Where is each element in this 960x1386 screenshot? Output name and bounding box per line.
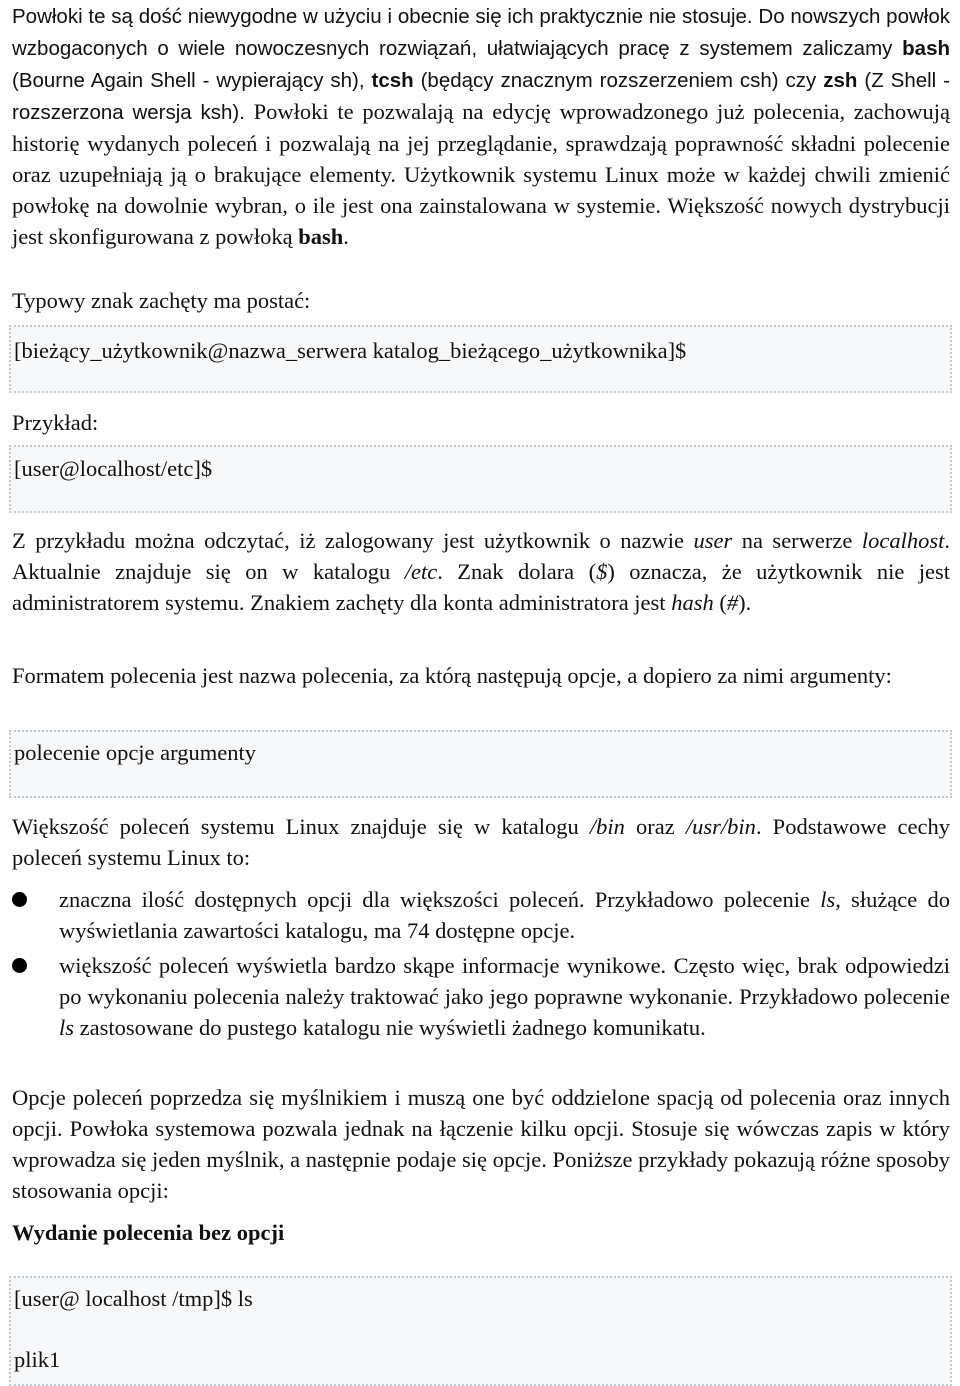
prompt-intro: Typowy znak zachęty ma postać: [12, 288, 311, 313]
code-ls-output: plik1 [14, 1347, 61, 1372]
command-format-paragraph: Formatem polecenia jest nazwa polecenia, za którą następują opcje, a dopiero za nimi argumenty: [12, 663, 892, 688]
example-label: Przykład: [12, 410, 99, 435]
shell-list-text: Powłoki te są dość niewygodne w użyciu i obecnie się ich praktycznie nie stosuje. Do nowszych powłok wzbogaconych o wiele nowoczesnych rozwiązań, ułatwiających pracę z systemem zaliczamy bash (Bourne Again Shell - wypierający sh), tcsh (będący znacznym rozszerzeniem csh) czy zsh (Z Shell - rozszerzona wersja ksh). [12, 5, 950, 124]
bullet-item: większość poleceń wyświetla bardzo skąpe informacje wynikowe. Często więc, brak odpowiedzi po wykonaniu polecenia należy traktować jako jego poprawne wykonanie. Przykładowo polecenie ls zastosowane do pustego katalogu nie wyświetli żadnego komunikatu. [59, 953, 950, 1040]
intro-paragraph: Powłoki te są dość niewygodne w użyciu i obecnie się ich praktycznie nie stosuje. Do nowszych powłok wzbogaconych o wiele nowoczesnych rozwiązań, ułatwiających pracę z systemem zaliczamy bash (Bourne Again Shell - wypierający sh), tcsh (będący znacznym rozszerzeniem csh) czy zsh (Z Shell - rozszerzona wersja ksh). Powłoki te pozwalają na edycję wprowadzonego już polecenia, zachowują historię wydanych poleceń i pozwalają na jej przeglądanie, sprawdzają poprawność składni polecenie oraz uzupełniają ją o brakujące elementy. Użytkownik systemu Linux może w każdej chwili zmienić powłokę na dowolnie wybran, o ile jest ona zainstalowana w systemie. Większość nowych dystrybucji jest skonfigurowana z powłoką bash. [12, 5, 950, 249]
code-box-command-format [9, 730, 952, 798]
code-box-prompt-format [9, 325, 952, 393]
bullet-item: znaczna ilość dostępnych opcji dla większości poleceń. Przykładowo polecenie ls, służące do wyświetlania zawartości katalogu, ma 74 dostępne opcje. [59, 887, 950, 943]
code-box-example [9, 445, 952, 513]
explanation-paragraph: Z przykładu można odczytać, iż zalogowany jest użytkownik o nazwie user na serwerze localhost. Aktualnie znajduje się on w katalogu /etc. Znak dolara ($) oznacza, że użytkownik nie jest administratorem systemu. Znakiem zachęty dla konta administratora jest hash (#). [12, 528, 950, 615]
bullet-dot [12, 958, 27, 973]
code-prompt-format: [bieżący_użytkownik@nazwa_serwera katalog_bieżącego_użytkownika]$ [14, 338, 687, 363]
section-heading: Wydanie polecenia bez opcji [12, 1220, 285, 1245]
options-paragraph: Opcje poleceń poprzedza się myślnikiem i muszą one być oddzielone spacją od polecenia oraz innych opcji. Powłoka systemowa pozwala jednak na łączenie kilku opcji. Stosuje się wówczas zapis w który wprowadza się jeden myślnik, a następnie podaje się opcje. Poniższe przykłady pokazują różne sposoby stosowania opcji: [12, 1085, 950, 1203]
code-box-ls-example [9, 1276, 952, 1386]
directories-paragraph: Większość poleceń systemu Linux znajduje się w katalogu /bin oraz /usr/bin. Podstawowe cechy poleceń systemu Linux to: [12, 814, 951, 870]
code-ls-command: [user@ localhost /tmp]$ ls [14, 1286, 253, 1311]
code-example: [user@localhost/etc]$ [14, 456, 213, 481]
bullet-dot [12, 892, 27, 907]
code-command-format: polecenie opcje argumenty [14, 740, 256, 765]
